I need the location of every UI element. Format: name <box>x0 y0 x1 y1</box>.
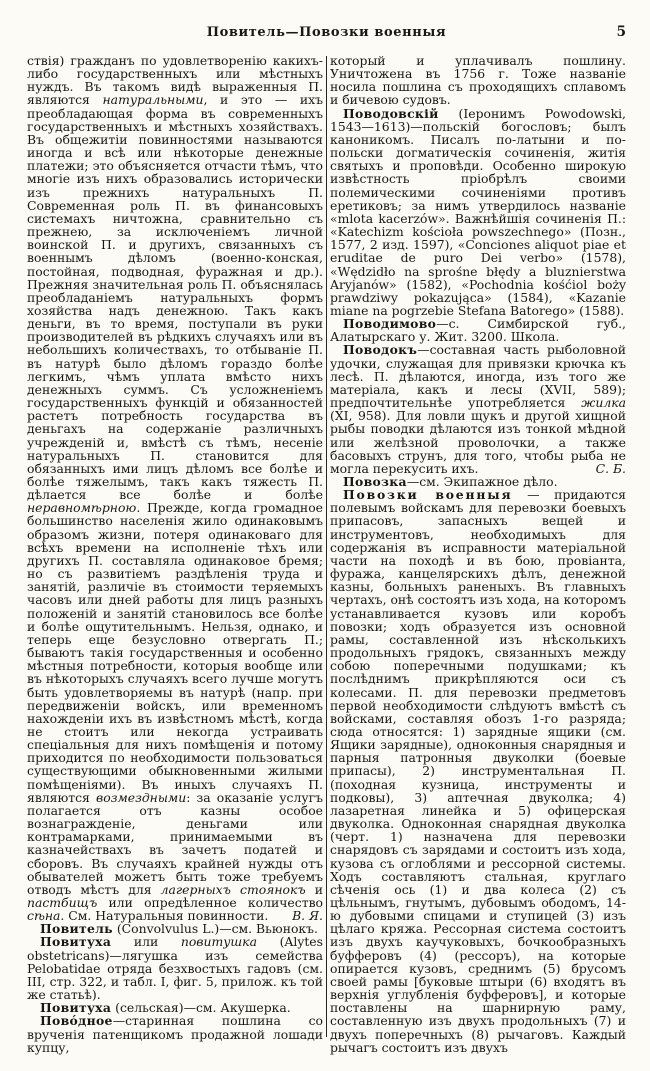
entry-headword: Повитуха <box>40 1000 112 1016</box>
entry-povodnoe <box>27 1014 323 1053</box>
body-text: : за оказаніе услугъ полагается отъ казны особое вознагражденіе, деньгами или контрамарками, принимаемыми въ казначействахъ въ зачетъ податей и сборовъ. Въ случаяхъ крайней нужды отъ обывателей можетъ быть тоже требуемъ отводъ мѣстъ для <box>27 789 323 897</box>
body-text: — придаются полевымъ войскамъ для перевозки боевыхъ припасовъ, запасныхъ вещей и инструментовъ, необходимыхъ для содержанія въ исправности матеріальной части на походѣ и въ бою, провіанта, фуража, канцелярскихъ дѣлъ, денежной казны, больныхъ раненыхъ. Въ главныхъ чертахъ, онѣ состоятъ изъ хода, на которомъ устанавливается кузовъ или коробъ повозки; ходъ образуется изъ основной рамы, составленной изъ нѣсколькихъ продольныхъ грядокъ, связанныхъ между собою поперечными подушками; къ послѣднимъ прикрѣпляются оси съ колесами. П. для перевозки предметовъ первой необходимости слѣдуютъ вмѣстѣ съ войсками, составляя обозъ 1-го разряда; сюда относятся: 1) зарядные ящики (см. Ящики зарядные), одноконныя снарядныя и парныя патронныя двуколки (боевые припасы), 2) инструментальная П. (походная кузница, инструменты и подковы), 3) аптечная двуколка; 4) лазаретная линейка и 5) офицерская двуколка. Одноконная снарядная двуколка (черт. 1) назначена для перевозки снарядовъ съ зарядами и состоитъ изъ хода, кузова съ оглоблями и рессорной системы. Ходъ составляютъ стальная, круглаго сѣченія ось (1) и два колеса (2) съ цѣльнымъ, гнутымъ, дубовымъ ободомъ, 14-ю дубовыми спицами и ступицей (3) изъ цѣлаго кряжа. Рессорная система состоитъ изъ двухъ каучуковыхъ, бочкообразныхъ буфферовъ (4) (рессоръ), на которые опирается кузовъ, среднимъ (5) брусомъ своей рамы [буковые штыри (6) входятъ въ верхнія углубленія буфферовъ], и которые поставлены на шарнирную раму, составленную изъ двухъ продольныхъ (7) и двухъ поперечныхъ (8) рычаговъ. Каждый рычагъ состоитъ изъ двухъ <box>330 487 626 1055</box>
entry-headword: Повитель <box>40 921 113 937</box>
italic-term: натуральными <box>102 92 204 108</box>
entry-headword: Поводокъ <box>343 342 418 358</box>
body-text: —составная часть рыболовной удочки, служащая для привязки крючка къ лесѣ. П. дѣлаются, иногда, изъ того же матеріала, какъ и лесы (XVII, 589); предпочтительнѣе употребляется <box>330 342 626 411</box>
running-title: Повитель—Повозки военныя <box>206 25 447 40</box>
right-column <box>330 54 626 1059</box>
entry-povinnosti-continuation <box>27 54 323 922</box>
italic-term: возмездными <box>96 789 187 805</box>
text-columns <box>27 54 626 1059</box>
entry-povodimovo <box>330 317 626 343</box>
entry-headword: Повóдное <box>40 1013 113 1029</box>
body-text: (Alytes obstetricans)—лягушка изъ семейства Pelobatidae отряда безхвостыхъ гадовъ (см. III, стр. 322, и табл. I, фиг. 5, прилож. къ той же статьѣ). <box>27 934 323 1003</box>
entry-headword: Поводимово <box>343 316 437 332</box>
body-text: или опредѣленное количество <box>97 895 323 910</box>
page-number: 5 <box>616 24 626 40</box>
column-divider-rule <box>326 56 327 1037</box>
body-text: . См. Натуральныя повинности. <box>60 908 269 924</box>
body-text: (XI, 958). Для ловли щукъ и другой хищной рыбы поводки дѣлаются изъ тонкой мѣдной или желѣзной проволочки, а также басовыхъ струнъ, для того, чтобы рыба не могла перекусить ихъ. <box>330 408 626 476</box>
italic-term: сѣна <box>27 908 61 924</box>
body-text: который и уплачивалъ пошлину. Уничтожена въ 1756 г. Тоже названіе носила пошлина съ проходящихъ сплавомъ и бичевою судовъ. <box>330 54 626 108</box>
entry-povodok <box>330 343 626 475</box>
body-text: или <box>111 934 181 950</box>
italic-term: пастбищъ <box>27 895 98 910</box>
entry-headword: Поводовскій <box>343 105 439 121</box>
entry-headword: Повитуха <box>40 934 112 950</box>
italic-term: жилка <box>581 395 626 411</box>
body-text: (Іеронимъ Powodowski, 1543—1613)—польскій богословъ; былъ каноникомъ. Писалъ по-латыни и по-польски догматическія сочиненія, житія святыхъ и проповѣди. Особенно широкую извѣстность пріобрѣлъ своими полемическими сочиненіями противъ еретиковъ; за нимъ утвердилось названіе «mlota kacerzów». Важнѣйшія сочиненія П.: «Katechizm kościoła powszechnego» (Позн., 1577, 2 изд. 1597), «Conciones aliquot piae et eruditae de puro Dei verbo» (1578), «Wędzidło na sprośne błędy a bluznierstwa Aryjanów» (1582), «Pochodnia kośćiol boży prawdziwy pokazująca» (1584), «Kazanie miane na pogrzebie Stefana Batorego» (1588). <box>330 105 626 318</box>
body-text: и <box>305 881 323 897</box>
author-signature: С. Б. <box>595 460 626 476</box>
entry-povozki-voennyya <box>330 488 626 1054</box>
italic-term: неравномѣрною <box>27 500 137 516</box>
entry-povodovskij <box>330 107 626 318</box>
body-text: (Convolvulus L.)—см. Вьюнокъ. <box>112 921 318 937</box>
italic-term: лагерныхъ стоянокъ <box>160 881 306 897</box>
entry-headword: Повозка <box>343 474 407 489</box>
left-column <box>27 54 323 1059</box>
author-signature: В. Я. <box>292 908 323 924</box>
body-text: , и это — ихъ преобладающая форма въ современныхъ государственныхъ и мѣстныхъ хозяйствахъ. Въ общежитіи повинностями называются иногда и всѣ или нѣкоторые денежные платежи; это объясняется отчасти тѣмъ, что многіе изъ нихъ образовались исторически изъ прежнихъ натуральныхъ П. Современная роль П. въ финансовыхъ системахъ ничтожна, сравнительно съ прежнею, за исключеніемъ личной воинской П. и другихъ, связанныхъ съ военнымъ дѣломъ (военно-конская, постойная, подводная, фуражная и др.). Прежняя значительная роль П. объяснялась преобладаніемъ натуральныхъ формъ хозяйства надъ денежною. Такъ какъ деньги, въ то время, поступали въ руки производителей въ рѣдкихъ случаяхъ или въ небольшихъ количествахъ, то отбываніе П. въ натурѣ было дѣломъ гораздо болѣе легкимъ, чѣмъ уплата вмѣсто нихъ денежныхъ суммъ. Съ усложненіемъ государственныхъ функцій и обязанностей растетъ потребность государства въ деньгахъ на содержаніе различныхъ учрежденій и, вмѣстѣ съ тѣмъ, несеніе натуральныхъ П. становится для обязанныхъ ими лицъ дѣломъ все болѣе и болѣе тяжелымъ, такъ какъ тяжесть П. дѣлается все болѣе и болѣе <box>27 92 323 503</box>
entry-headword: Повозки военныя <box>343 487 513 503</box>
body-text: —см. Экипажное дѣло. <box>406 474 558 489</box>
body-text: —с. Симбирской губ., Алатырскаго у. Жит. 3200. Школа. <box>330 316 626 345</box>
page-header <box>27 24 626 40</box>
entry-povitukha-frog <box>27 935 323 1001</box>
body-text: —старинная пошлина со врученія патенщикомъ продажной лошади купцу, <box>27 1013 323 1055</box>
body-text: . Прежде, когда громадное большинство населенія жило одинаковымъ образомъ жизни, потеря одинаковаго для всѣхъ времени на исполненіе тѣхъ или другихъ П. составляла одинаковое бремя; но съ развитіемъ раздѣленія труда и занятій, различіе въ стоимости теряемыхъ часовъ или дней работы для лицъ разныхъ положеній и занятій становилось все болѣе и болѣе ощутительнымъ. Нельзя, однако, и теперь еще безусловно отвергать П.; бываютъ такія государственныя и особенно мѣстныя потребности, которыя вообще или въ нѣкоторыхъ случаяхъ всего лучше могутъ быть удовлетворяемы въ натурѣ (напр. при передвиженіи войскъ, или временномъ нахожденіи ихъ въ извѣстномъ мѣстѣ, когда не стоитъ или некогда устраивать спеціальныя для нихъ помѣщенія и потому приходится по необходимости пользоваться существующими обыкновенными жилыми помѣщеніями). Въ иныхъ случаяхъ П. являются <box>27 500 323 805</box>
italic-term: повитушка <box>180 934 257 950</box>
body-text: ствія) гражданъ по удовлетворенію какихъ-либо государственныхъ или мѣстныхъ нуждъ. Въ такомъ видѣ выраженныя П. являются <box>27 54 323 108</box>
entry-povodnoe-continuation <box>330 54 626 107</box>
body-text: (сельская)—см. Акушерка. <box>111 1000 291 1016</box>
